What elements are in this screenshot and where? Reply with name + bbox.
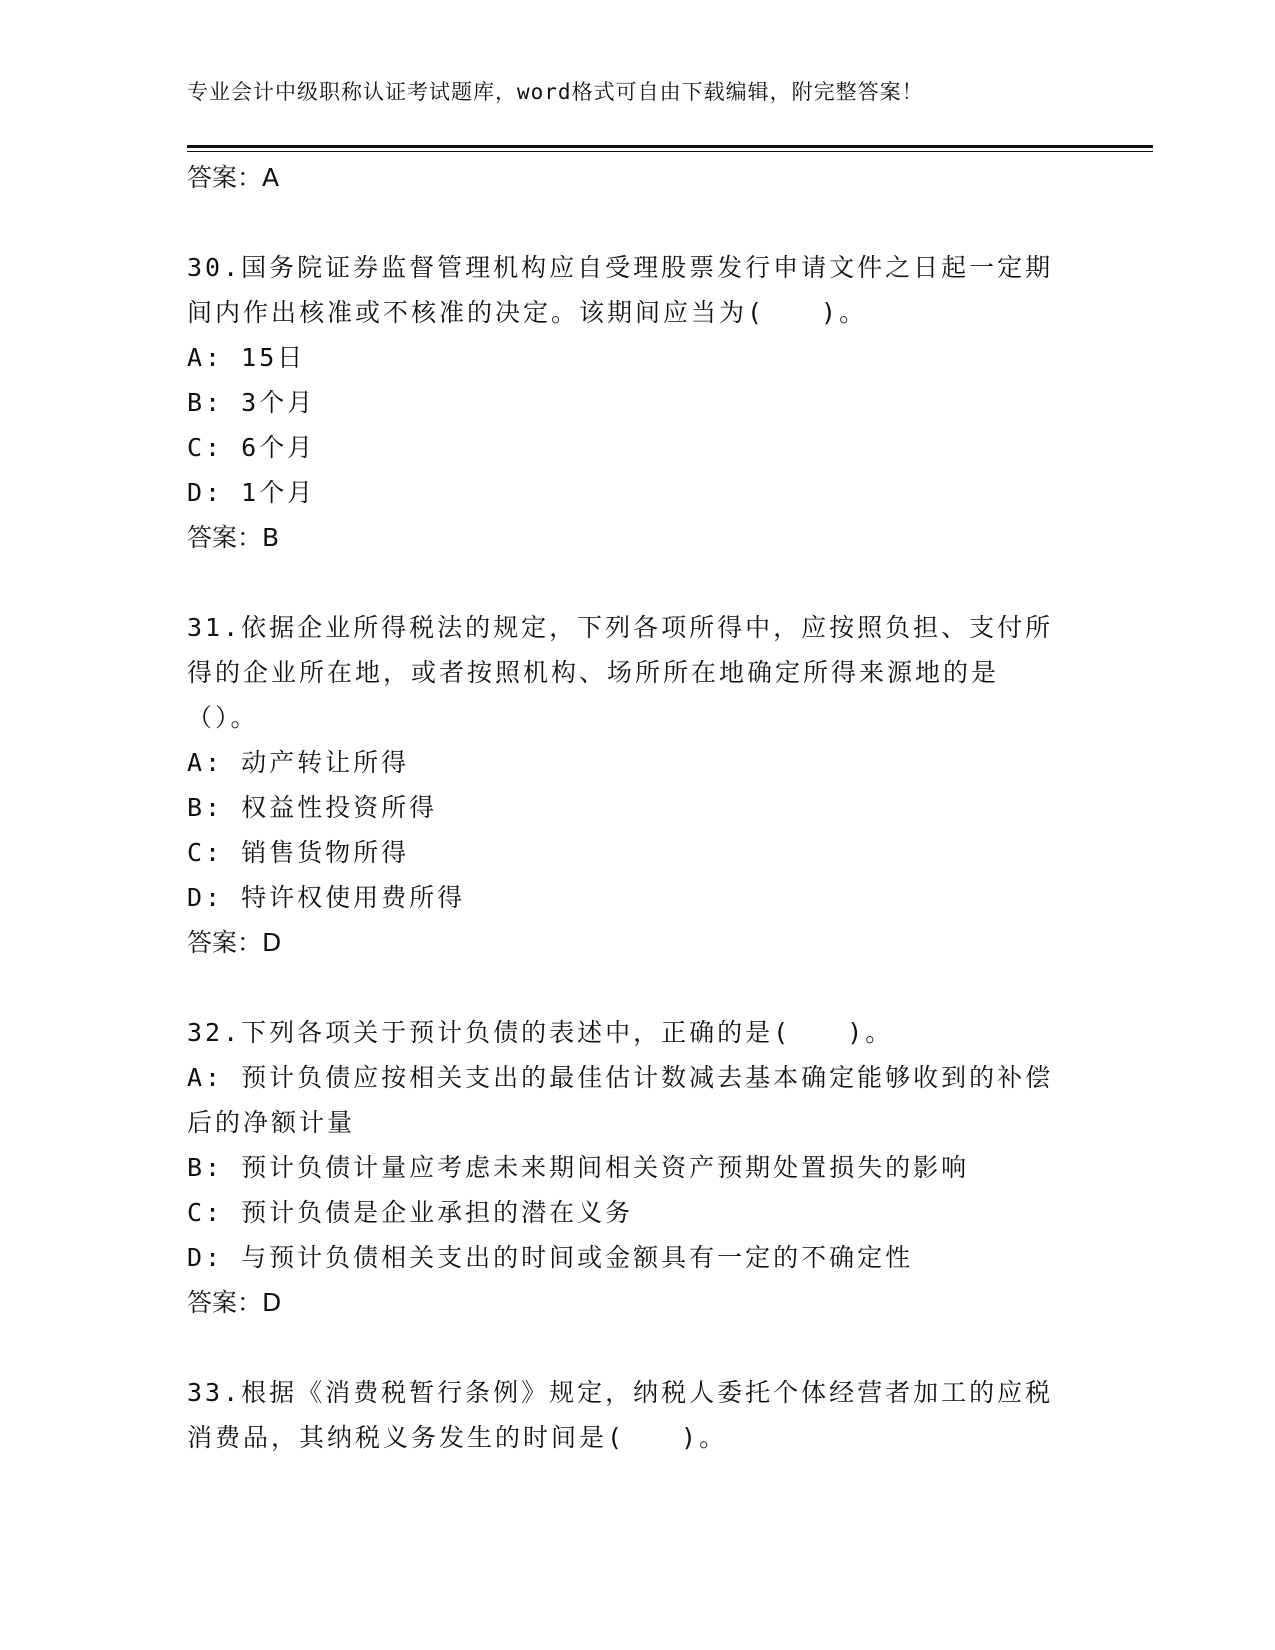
option-a: A: 预计负债应按相关支出的最佳估计数减去基本确定能够收到的补偿后的净额计量 xyxy=(187,1063,1054,1137)
answer-30: 答案：B xyxy=(187,523,280,552)
question-30 xyxy=(187,245,1067,560)
question-32 xyxy=(187,1010,1067,1325)
option-c: C: 销售货物所得 xyxy=(187,838,410,867)
question-text: 30.国务院证券监督管理机构应自受理股票发行申请文件之日起一定期间内作出核准或不核准的决定。该期间应当为( )。 xyxy=(187,253,1054,327)
question-31 xyxy=(187,605,1067,965)
option-d: D: 1个月 xyxy=(187,478,316,507)
option-d: D: 与预计负债相关支出的时间或金额具有一定的不确定性 xyxy=(187,1243,914,1272)
header-rule-thick xyxy=(187,145,1153,148)
question-text: 32.下列各项关于预计负债的表述中，正确的是( )。 xyxy=(187,1018,894,1047)
option-b: B: 3个月 xyxy=(187,388,316,417)
question-text: 31.依据企业所得税法的规定，下列各项所得中，应按照负担、支付所得的企业所在地，或者按照机构、场所所在地确定所得来源地的是（）。 xyxy=(187,613,1054,732)
option-a: A: 动产转让所得 xyxy=(187,748,410,777)
header-text: 专业会计中级职称认证考试题库，word格式可自由下载编辑，附完整答案！ xyxy=(187,80,924,104)
question-text: 33.根据《消费税暂行条例》规定，纳税人委托个体经营者加工的应税消费品，其纳税义务发生的时间是( )。 xyxy=(187,1378,1054,1452)
option-c: C: 预计负债是企业承担的潜在义务 xyxy=(187,1198,634,1227)
option-d: D: 特许权使用费所得 xyxy=(187,883,466,912)
option-c: C: 6个月 xyxy=(187,433,316,462)
answer-29: 答案：A xyxy=(187,163,280,192)
option-a: A: 15日 xyxy=(187,343,306,372)
document-body xyxy=(187,155,1067,1460)
question-33 xyxy=(187,1370,1067,1460)
header-rule-thin xyxy=(187,151,1153,152)
option-b: B: 预计负债计量应考虑未来期间相关资产预期处置损失的影响 xyxy=(187,1153,970,1182)
answer-32: 答案：D xyxy=(187,1288,282,1317)
answer-31: 答案：D xyxy=(187,928,282,957)
option-b: B: 权益性投资所得 xyxy=(187,793,438,822)
